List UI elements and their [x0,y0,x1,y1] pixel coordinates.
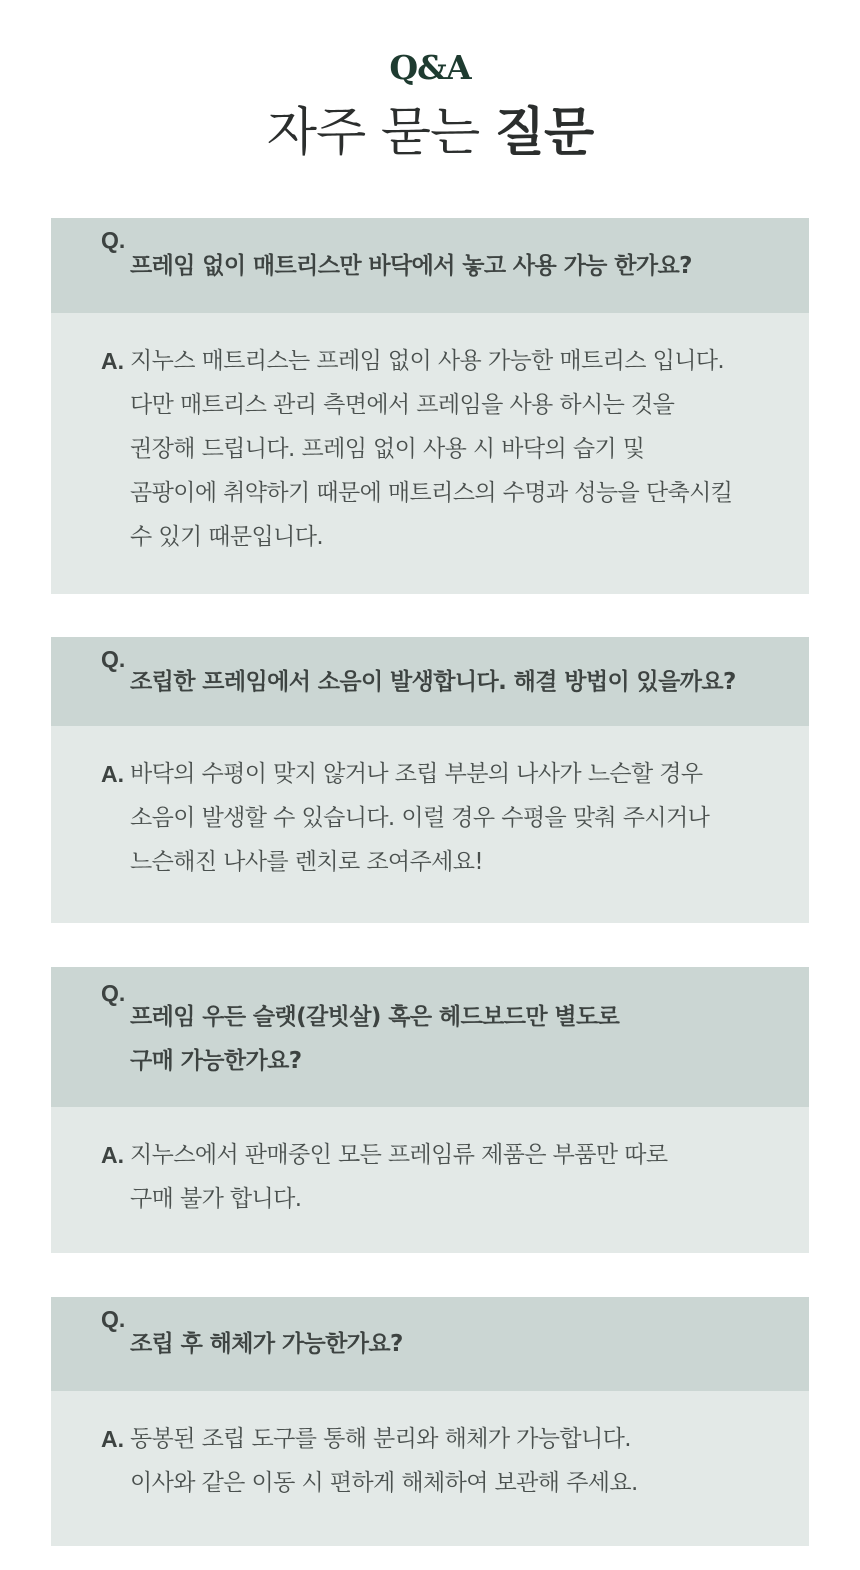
question-text: 조립한 프레임에서 소음이 발생합니다. 해결 방법이 있을까요? [130,668,736,695]
question-row [51,218,809,313]
answer-label: A. [101,761,124,787]
answer-panel [51,1107,809,1253]
question-text: 조립 후 해체가 가능한가요? [130,1331,403,1357]
answer-text: 지누스 매트리스는 프레임 없이 사용 가능한 매트리스 입니다. 다만 매트리스 관리 측면에서 프레임을 사용 하시는 것을 권장해 드립니다. 프레임 없이 사용 시 바닥의 습기 및 곰팡이에 취약하기 때문에 매트리스의 수명과 성능을 단축시킬 수 있기 때문입니다. [130,348,733,550]
answer-panel [51,313,809,594]
title-bold: 질문 [494,103,594,163]
answer-label: A. [101,1142,124,1168]
question-row [51,1297,809,1391]
faq-header [0,0,860,164]
question-text: 프레임 없이 매트리스만 바닥에서 놓고 사용 가능 한가요? [130,252,692,279]
question-row [51,967,809,1107]
question-label: Q. [101,646,126,672]
answer-panel [51,726,809,923]
title-light: 자주 묻는 [266,103,495,163]
page-title [0,102,860,164]
question-label: Q. [101,227,126,253]
faq-item-1 [51,218,809,594]
answer-label: A. [101,1426,124,1452]
faq-item-4 [51,1297,809,1546]
question-row [51,637,809,726]
answer-text: 동봉된 조립 도구를 통해 분리와 해체가 가능합니다. 이사와 같은 이동 시 편하게 해체하여 보관해 주세요. [130,1426,638,1496]
question-label: Q. [101,1306,126,1332]
qa-eyebrow: Q&A [389,48,471,87]
question-text: 프레임 우든 슬랫(갈빗살) 혹은 헤드보드만 별도로 구매 가능한가요? [130,1004,620,1074]
faq-item-3 [51,967,809,1253]
answer-panel [51,1391,809,1546]
question-label: Q. [101,980,126,1006]
answer-text: 지누스에서 판매중인 모든 프레임류 제품은 부품만 따로 구매 불가 합니다. [130,1142,668,1212]
faq-item-2 [51,637,809,923]
answer-label: A. [101,348,124,374]
answer-text: 바닥의 수평이 맞지 않거나 조립 부분의 나사가 느슨할 경우 소음이 발생할 수 있습니다. 이럴 경우 수평을 맞춰 주시거나 느슨해진 나사를 렌치로 조여주세요! [130,761,710,875]
